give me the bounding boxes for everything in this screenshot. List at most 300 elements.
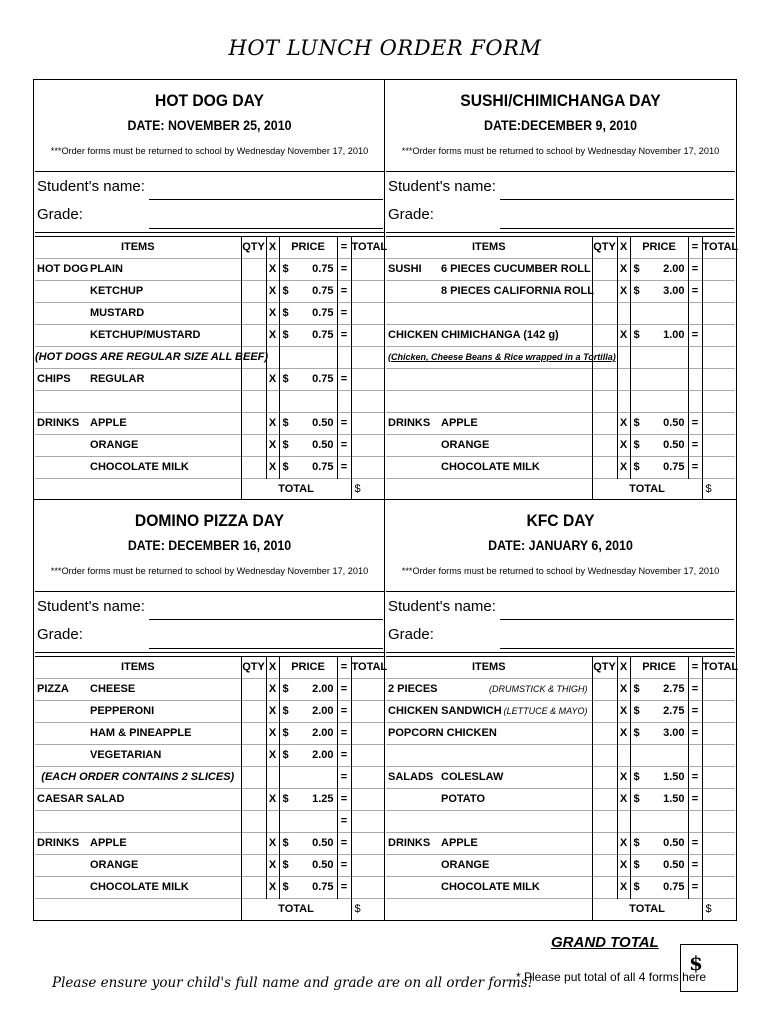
divider: [35, 171, 384, 172]
qty-input: [592, 745, 617, 767]
equals-sign: =: [337, 767, 351, 789]
blank-cell: [35, 479, 241, 501]
table-row: [386, 789, 735, 811]
equals-sign: =: [337, 855, 351, 877]
equals-sign: =: [688, 877, 702, 899]
item-cell: [386, 855, 592, 877]
equals-sign: =: [337, 745, 351, 767]
equals-sign: =: [337, 679, 351, 701]
header-price: PRICE: [279, 657, 337, 679]
line-total-input[interactable]: [351, 789, 384, 811]
grade-field[interactable]: [500, 648, 734, 649]
price-cell: [279, 369, 337, 391]
total-row: [386, 479, 735, 501]
price-cell: [630, 811, 688, 833]
table-row: [35, 723, 384, 745]
line-total-input[interactable]: [702, 789, 735, 811]
price-cell: [630, 833, 688, 855]
panel-return-note: ***Order forms must be returned to school by Wednesday November 17, 2010: [401, 146, 720, 156]
price-dollar: $: [633, 683, 640, 695]
order-items-table: [386, 656, 739, 920]
qty-input: [241, 767, 266, 789]
item-cell: [35, 281, 241, 303]
qty-input[interactable]: [592, 259, 617, 281]
item-cell: [35, 413, 241, 435]
table-row: [35, 767, 384, 789]
form-title: HOT LUNCH ORDER FORM: [228, 36, 542, 60]
item-name: ORANGE: [441, 859, 490, 871]
equals-sign: =: [337, 259, 351, 281]
equals-sign: =: [337, 789, 351, 811]
qty-input[interactable]: [241, 745, 266, 767]
line-total-input[interactable]: [351, 833, 384, 855]
item-cell: [386, 811, 592, 833]
equals-sign: =: [688, 325, 702, 347]
line-total-input[interactable]: [351, 281, 384, 303]
line-total-input[interactable]: [702, 767, 735, 789]
price-value: 1.25: [312, 793, 334, 805]
price-cell: [630, 413, 688, 435]
table-row: [386, 325, 735, 347]
line-total-input[interactable]: [351, 259, 384, 281]
header-qty: QTY: [592, 657, 617, 679]
panel-day-title: SUSHI/CHIMICHANGA DAY: [460, 91, 661, 110]
divider: [386, 171, 735, 172]
times-sign: [266, 811, 279, 833]
price-value: 0.50: [312, 837, 334, 849]
price-value: 0.50: [663, 859, 685, 871]
table-row: [35, 281, 384, 303]
item-name: APPLE: [441, 837, 478, 849]
blank-cell: [386, 899, 592, 921]
panel-header: [35, 80, 384, 181]
qty-input: [592, 369, 617, 391]
price-dollar: $: [633, 285, 640, 297]
price-dollar: $: [282, 859, 289, 871]
item-name: POTATO: [441, 793, 485, 805]
line-total-input[interactable]: [351, 701, 384, 723]
table-row: [386, 259, 735, 281]
line-total-input[interactable]: [702, 877, 735, 899]
item-category: DRINKS: [388, 417, 431, 429]
times-sign: X: [266, 789, 279, 811]
item-cell: [35, 347, 269, 369]
item-cell: [386, 259, 592, 281]
item-name: CHOCOLATE MILK: [90, 881, 189, 893]
item-cell: [35, 833, 241, 855]
table-row: [35, 325, 384, 347]
panel-day-title: DOMINO PIZZA DAY: [134, 511, 285, 530]
item-description: (Chicken, Cheese Beans & Rice wrapped in a Tortilla): [388, 352, 616, 362]
line-total-input: [702, 303, 735, 325]
line-total-input: [351, 347, 384, 369]
qty-input[interactable]: [241, 281, 266, 303]
price-value: 0.75: [312, 881, 334, 893]
item-note: (HOT DOGS ARE REGULAR SIZE ALL BEEF): [35, 351, 269, 363]
qty-input[interactable]: [592, 701, 617, 723]
grade-field[interactable]: [149, 648, 383, 649]
table-row: [35, 435, 384, 457]
header-price: PRICE: [279, 237, 337, 259]
table-header-row: [35, 657, 384, 679]
equals-sign: =: [688, 833, 702, 855]
price-value: 0.75: [312, 373, 334, 385]
table-row: [35, 789, 384, 811]
item-name: MUSTARD: [90, 307, 145, 319]
line-total-input[interactable]: [351, 723, 384, 745]
item-name: CHICKEN CHIMICHANGA (142 g): [388, 329, 559, 341]
table-row: [35, 745, 384, 767]
line-total-input[interactable]: [351, 679, 384, 701]
price-cell: [630, 303, 688, 325]
grade-field[interactable]: [500, 228, 734, 229]
times-sign: [617, 745, 630, 767]
item-cell: [386, 745, 592, 767]
price-cell: [279, 789, 337, 811]
line-total-input[interactable]: [702, 413, 735, 435]
times-sign: X: [617, 259, 630, 281]
grade-label: Grade:: [388, 206, 434, 223]
price-cell: [630, 347, 688, 369]
line-total-input[interactable]: [351, 303, 384, 325]
qty-input: [241, 391, 266, 413]
price-dollar: $: [282, 793, 289, 805]
line-total-input[interactable]: [702, 833, 735, 855]
line-total-input[interactable]: [351, 369, 384, 391]
item-cell: [35, 391, 241, 413]
price-value: 2.75: [663, 705, 685, 717]
header-x: X: [617, 237, 630, 259]
equals-sign: =: [688, 435, 702, 457]
line-total-input[interactable]: [702, 701, 735, 723]
panel-sushi-chimichanga: [386, 80, 739, 499]
item-category: HOT DOG: [37, 263, 89, 275]
divider: [386, 232, 735, 233]
equals-sign: =: [337, 877, 351, 899]
price-dollar: $: [282, 373, 289, 385]
qty-input[interactable]: [241, 369, 266, 391]
item-cell: [35, 369, 241, 391]
header-qty: QTY: [241, 237, 266, 259]
item-name: APPLE: [90, 837, 127, 849]
table-row: [386, 723, 735, 745]
item-cell: [386, 877, 592, 899]
price-dollar: $: [282, 881, 289, 893]
equals-sign: =: [337, 457, 351, 479]
item-cell: [386, 347, 616, 369]
item-cell: [386, 303, 592, 325]
panel-return-note: ***Order forms must be returned to school by Wednesday November 17, 2010: [50, 146, 369, 156]
price-dollar: $: [633, 881, 640, 893]
panel-date: DATE: NOVEMBER 25, 2010: [127, 118, 292, 133]
qty-input[interactable]: [592, 679, 617, 701]
price-cell: [630, 767, 688, 789]
price-value: 0.75: [312, 285, 334, 297]
price-cell: [630, 325, 688, 347]
total-label: TOTAL: [241, 479, 351, 501]
student-name-field[interactable]: [149, 619, 383, 620]
times-sign: X: [266, 259, 279, 281]
panel-domino-pizza: [35, 500, 388, 919]
qty-input[interactable]: [592, 435, 617, 457]
table-row: [386, 855, 735, 877]
price-cell: [279, 767, 337, 789]
item-name: POPCORN CHICKEN: [388, 727, 497, 739]
panel-return-note: ***Order forms must be returned to school by Wednesday November 17, 2010: [401, 566, 720, 576]
student-name-field[interactable]: [500, 199, 734, 200]
times-sign: X: [617, 325, 630, 347]
price-dollar: $: [282, 285, 289, 297]
price-cell: [630, 789, 688, 811]
price-cell: [630, 877, 688, 899]
student-name-field[interactable]: [149, 199, 383, 200]
grade-label: Grade:: [37, 626, 83, 643]
table-row: [386, 745, 735, 767]
qty-input[interactable]: [592, 325, 617, 347]
qty-input[interactable]: [592, 833, 617, 855]
qty-input[interactable]: [241, 413, 266, 435]
table-row: [35, 877, 384, 899]
price-cell: [279, 325, 337, 347]
qty-input: [592, 391, 617, 413]
line-total-input[interactable]: [351, 855, 384, 877]
price-dollar: $: [282, 461, 289, 473]
item-cell: [386, 701, 592, 723]
equals-sign: =: [337, 325, 351, 347]
qty-input[interactable]: [241, 679, 266, 701]
qty-input[interactable]: [241, 457, 266, 479]
times-sign: [617, 391, 630, 413]
line-total-input[interactable]: [351, 413, 384, 435]
panel-divider-top: [384, 80, 385, 500]
line-total-input: [351, 811, 384, 833]
grade-label: Grade:: [37, 206, 83, 223]
divider: [386, 591, 735, 592]
times-sign: X: [266, 745, 279, 767]
price-value: 2.75: [663, 683, 685, 695]
line-total-input[interactable]: [702, 259, 735, 281]
table-row: [35, 679, 384, 701]
price-cell: [630, 745, 688, 767]
qty-input[interactable]: [592, 855, 617, 877]
qty-input[interactable]: [592, 789, 617, 811]
table-row: [386, 303, 735, 325]
times-sign: [266, 767, 279, 789]
line-total-input[interactable]: [702, 679, 735, 701]
grade-label: Grade:: [388, 626, 434, 643]
qty-input: [241, 811, 266, 833]
line-total-input[interactable]: [702, 281, 735, 303]
qty-input[interactable]: [592, 723, 617, 745]
header-price: PRICE: [630, 237, 688, 259]
header-price: PRICE: [630, 657, 688, 679]
panel-total-field[interactable]: $: [702, 899, 735, 921]
qty-input[interactable]: [241, 855, 266, 877]
item-cell: [35, 303, 241, 325]
times-sign: X: [617, 679, 630, 701]
table-row: [386, 833, 735, 855]
total-row: [35, 479, 384, 501]
item-cell: [35, 259, 241, 281]
item-category: SUSHI: [388, 263, 422, 275]
item-cell: [35, 701, 241, 723]
item-name: PLAIN: [90, 263, 123, 275]
price-dollar: $: [282, 749, 289, 761]
item-name: CHICKEN SANDWICH: [388, 705, 502, 717]
panel-total-field[interactable]: $: [351, 479, 384, 501]
qty-input[interactable]: [241, 701, 266, 723]
table-row: [386, 435, 735, 457]
grand-total-field[interactable]: [680, 944, 738, 992]
panel-return-note: ***Order forms must be returned to school by Wednesday November 17, 2010: [50, 566, 369, 576]
price-cell: [279, 303, 337, 325]
times-sign: X: [617, 413, 630, 435]
header-items: ITEMS: [386, 237, 592, 259]
item-cell: [386, 723, 592, 745]
line-total-input[interactable]: [702, 855, 735, 877]
line-total-input[interactable]: [351, 745, 384, 767]
equals-sign: [688, 391, 702, 413]
header-total: TOTAL: [351, 237, 384, 259]
item-name: CHOCOLATE MILK: [441, 461, 540, 473]
item-cell: [386, 413, 592, 435]
equals-sign: [688, 811, 702, 833]
student-name-field[interactable]: [500, 619, 734, 620]
table-header-row: [386, 657, 735, 679]
qty-input[interactable]: [592, 767, 617, 789]
header-equals: =: [688, 657, 702, 679]
item-name: APPLE: [441, 417, 478, 429]
qty-input[interactable]: [241, 303, 266, 325]
table-row: [35, 811, 384, 833]
price-value: 0.50: [312, 417, 334, 429]
line-total-input[interactable]: [702, 435, 735, 457]
price-value: 2.00: [312, 705, 334, 717]
panel-day-title: HOT DOG DAY: [155, 91, 264, 110]
price-dollar: $: [633, 705, 640, 717]
table-row: [386, 413, 735, 435]
price-cell: [279, 413, 337, 435]
item-cell: [386, 457, 592, 479]
price-dollar: $: [633, 837, 640, 849]
header-equals: =: [688, 237, 702, 259]
qty-input[interactable]: [241, 325, 266, 347]
price-value: 1.00: [663, 329, 685, 341]
line-total-input[interactable]: [351, 877, 384, 899]
line-total-input: [702, 745, 735, 767]
item-cell: [386, 435, 592, 457]
times-sign: X: [617, 833, 630, 855]
times-sign: X: [266, 457, 279, 479]
item-cell: [35, 767, 241, 789]
qty-input[interactable]: [241, 259, 266, 281]
line-total-input[interactable]: [702, 457, 735, 479]
qty-input[interactable]: [592, 457, 617, 479]
item-name: 8 PIECES CALIFORNIA ROLL: [441, 285, 594, 297]
qty-input[interactable]: [592, 877, 617, 899]
total-label: TOTAL: [592, 899, 702, 921]
qty-input[interactable]: [592, 413, 617, 435]
price-cell: [630, 369, 688, 391]
table-row: [35, 303, 384, 325]
qty-input[interactable]: [241, 833, 266, 855]
price-dollar: $: [633, 793, 640, 805]
item-name: CHEESE: [90, 683, 136, 695]
price-dollar: $: [282, 307, 289, 319]
price-dollar: $: [633, 263, 640, 275]
times-sign: X: [617, 855, 630, 877]
header-total: TOTAL: [702, 237, 735, 259]
item-name: COLESLAW: [441, 771, 504, 783]
item-name: REGULAR: [90, 373, 145, 385]
qty-input[interactable]: [241, 723, 266, 745]
price-cell: [630, 679, 688, 701]
price-value: 0.50: [663, 417, 685, 429]
grade-field[interactable]: [149, 228, 383, 229]
times-sign: X: [617, 789, 630, 811]
item-name: APPLE: [90, 417, 127, 429]
item-cell: [35, 877, 241, 899]
item-name: PEPPERONI: [90, 705, 155, 717]
item-cell: [386, 391, 592, 413]
qty-input[interactable]: [241, 789, 266, 811]
price-cell: [279, 281, 337, 303]
panel-kfc: [386, 500, 739, 919]
grand-total-note: * Please put total of all 4 forms here: [516, 970, 707, 984]
panel-total-field[interactable]: $: [702, 479, 735, 501]
line-total-input[interactable]: [702, 325, 735, 347]
price-cell: [630, 701, 688, 723]
price-value: 0.75: [312, 263, 334, 275]
price-dollar: $: [282, 727, 289, 739]
equals-sign: =: [688, 767, 702, 789]
qty-input[interactable]: [241, 877, 266, 899]
times-sign: X: [266, 855, 279, 877]
line-total-input: [702, 347, 735, 369]
item-name: CHOCOLATE MILK: [90, 461, 189, 473]
item-cell: [35, 811, 241, 833]
times-sign: [617, 347, 630, 369]
table-row: [35, 369, 384, 391]
price-cell: [279, 745, 337, 767]
line-total-input: [702, 391, 735, 413]
qty-input[interactable]: [241, 435, 266, 457]
times-sign: X: [617, 701, 630, 723]
price-dollar: $: [633, 771, 640, 783]
equals-sign: [337, 391, 351, 413]
price-value: 0.50: [663, 439, 685, 451]
line-total-input[interactable]: [351, 435, 384, 457]
line-total-input[interactable]: [351, 457, 384, 479]
item-cell: [35, 679, 241, 701]
panel-total-field[interactable]: $: [351, 899, 384, 921]
price-cell: [630, 391, 688, 413]
times-sign: X: [617, 457, 630, 479]
price-dollar: $: [282, 263, 289, 275]
grand-total-label: GRAND TOTAL: [551, 934, 659, 951]
divider: [386, 652, 735, 653]
line-total-input[interactable]: [351, 325, 384, 347]
order-items-table: [386, 236, 739, 500]
table-row: [35, 457, 384, 479]
item-cell: [386, 281, 592, 303]
qty-input[interactable]: [592, 281, 617, 303]
price-cell: [279, 833, 337, 855]
order-items-table: [35, 656, 388, 920]
item-category: SALADS: [388, 771, 434, 783]
line-total-input[interactable]: [702, 723, 735, 745]
item-description: (LETTUCE & MAYO): [503, 706, 588, 716]
